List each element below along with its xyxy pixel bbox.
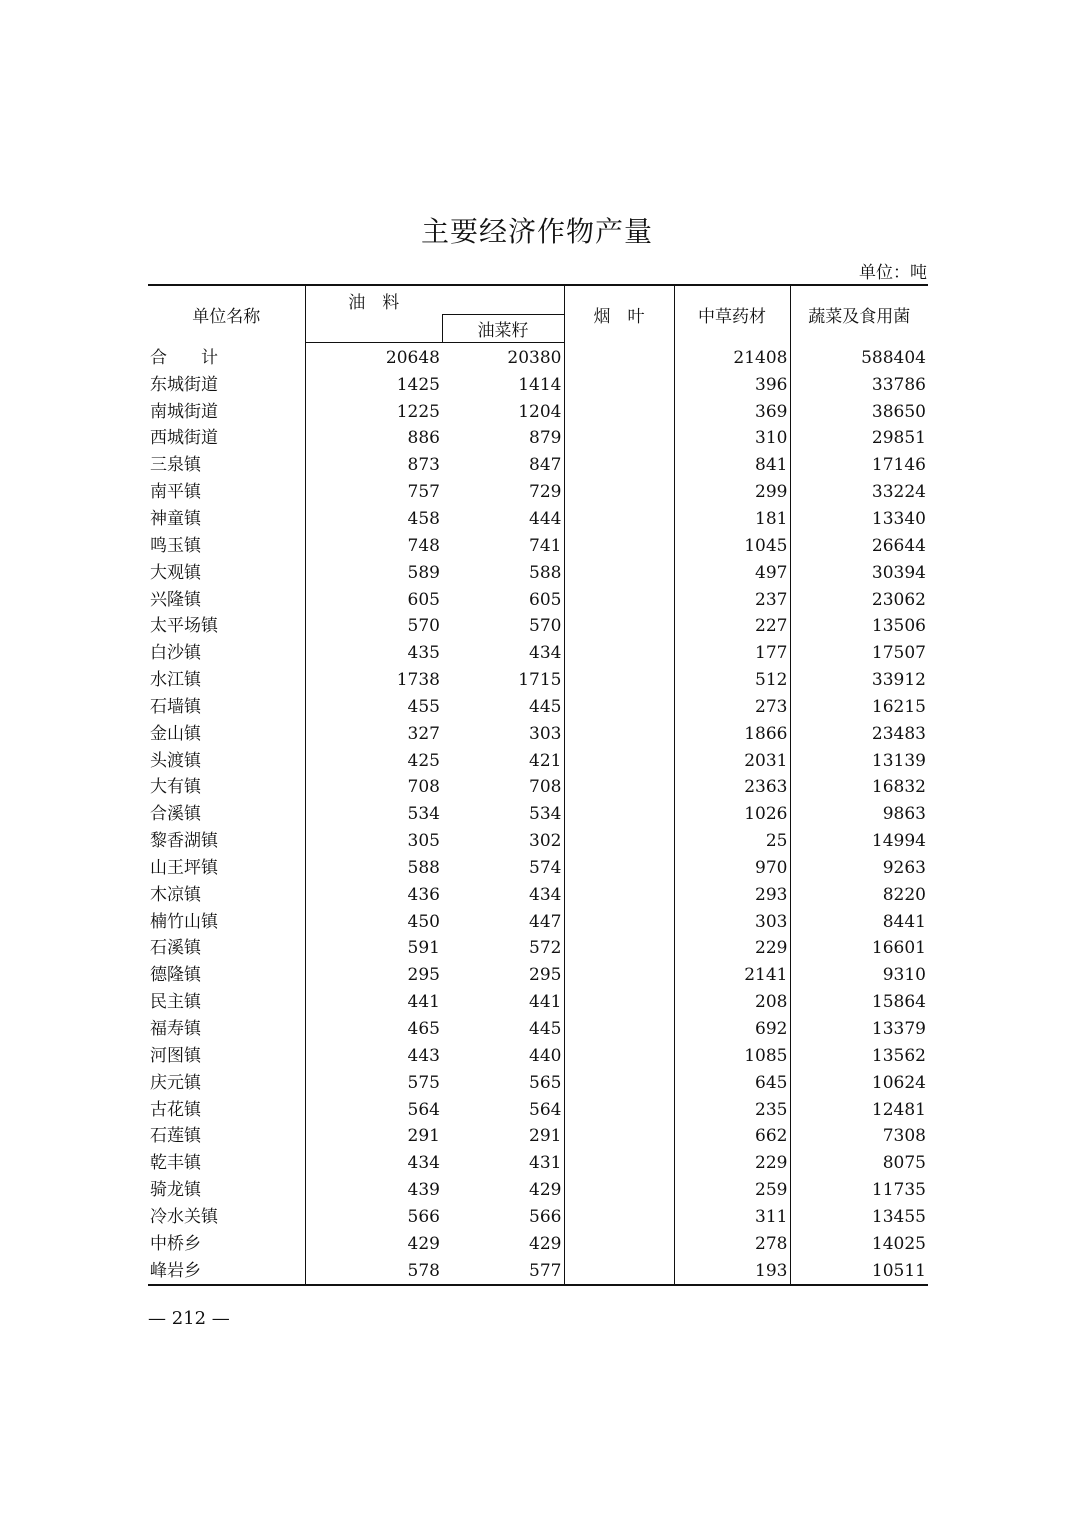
- cell-rapeseed: 1204: [518, 401, 562, 422]
- table-row: [148, 667, 928, 694]
- cell-rapeseed: 440: [529, 1045, 562, 1066]
- cell-name: 东城街道: [150, 374, 218, 395]
- table-row: [148, 398, 928, 425]
- cell-rapeseed: 565: [529, 1072, 562, 1093]
- crop-output-table: [148, 284, 928, 1286]
- cell-tobacco: [564, 1016, 674, 1043]
- cell-tobacco: [564, 828, 674, 855]
- cell-herbs: 1085: [674, 1042, 790, 1069]
- cell-herbs: 369: [674, 398, 790, 425]
- cell-oil: 534: [305, 801, 442, 828]
- cell-herbs: 2031: [674, 747, 790, 774]
- table-row: [148, 747, 928, 774]
- cell-herbs: 841: [674, 452, 790, 479]
- cell-oil: 434: [305, 1150, 442, 1177]
- table-row: [148, 1257, 928, 1285]
- table-row: [148, 908, 928, 935]
- cell-name: 大有镇: [150, 777, 201, 798]
- cell-oil: 873: [305, 452, 442, 479]
- table-row: [148, 1069, 928, 1096]
- cell-name: 水江镇: [150, 670, 201, 691]
- cell-rapeseed: 444: [529, 508, 562, 529]
- cell-herbs: 645: [674, 1069, 790, 1096]
- cell-name: 三泉镇: [150, 455, 201, 476]
- cell-oil: 305: [305, 828, 442, 855]
- cell-tobacco: [564, 425, 674, 452]
- cell-vegetables: 12481: [790, 1096, 928, 1123]
- cell-oil: 436: [305, 881, 442, 908]
- cell-oil: 20648: [305, 342, 442, 371]
- cell-vegetables: 9863: [790, 801, 928, 828]
- table-row: [148, 532, 928, 559]
- cell-name: 黎香湖镇: [150, 831, 218, 852]
- cell-oil: 1738: [305, 667, 442, 694]
- cell-oil: 1225: [305, 398, 442, 425]
- cell-herbs: 208: [674, 989, 790, 1016]
- cell-rapeseed: 421: [529, 750, 562, 771]
- cell-vegetables: 8441: [790, 908, 928, 935]
- table-row: [148, 425, 928, 452]
- cell-herbs: 177: [674, 640, 790, 667]
- cell-herbs: 181: [674, 506, 790, 533]
- table-row: [148, 1150, 928, 1177]
- cell-vegetables: 11735: [790, 1177, 928, 1204]
- cell-oil: 450: [305, 908, 442, 935]
- cell-name: 西城街道: [150, 428, 218, 449]
- cell-name: 合 计: [150, 347, 218, 368]
- cell-name: 石溪镇: [150, 938, 201, 959]
- table-row: [148, 881, 928, 908]
- cell-vegetables: 10511: [790, 1257, 928, 1285]
- cell-name: 木凉镇: [150, 884, 201, 905]
- table-row: [148, 613, 928, 640]
- header-oil: 油 料: [305, 285, 442, 314]
- cell-tobacco: [564, 1230, 674, 1257]
- table-row: [148, 989, 928, 1016]
- cell-rapeseed: 741: [529, 535, 562, 556]
- cell-tobacco: [564, 640, 674, 667]
- cell-name: 乾丰镇: [150, 1153, 201, 1174]
- cell-rapeseed: 445: [529, 1019, 562, 1040]
- header-herbs: 中草药材: [674, 285, 790, 342]
- cell-tobacco: [564, 1042, 674, 1069]
- table-row: [148, 1177, 928, 1204]
- table-row: [148, 1042, 928, 1069]
- cell-tobacco: [564, 855, 674, 882]
- table-row: [148, 1096, 928, 1123]
- cell-oil: 425: [305, 747, 442, 774]
- cell-vegetables: 26644: [790, 532, 928, 559]
- header-name: 单位名称: [148, 285, 305, 342]
- unit-label: 单位：吨: [859, 263, 927, 283]
- cell-rapeseed: 429: [529, 1180, 562, 1201]
- cell-tobacco: [564, 667, 674, 694]
- cell-oil: 458: [305, 506, 442, 533]
- cell-name: 兴隆镇: [150, 589, 201, 610]
- cell-tobacco: [564, 1096, 674, 1123]
- table-row: [148, 506, 928, 533]
- cell-vegetables: 13139: [790, 747, 928, 774]
- cell-tobacco: [564, 559, 674, 586]
- cell-rapeseed: 729: [529, 482, 562, 503]
- cell-name: 中桥乡: [150, 1233, 201, 1254]
- cell-herbs: 396: [674, 371, 790, 398]
- cell-herbs: 1866: [674, 720, 790, 747]
- cell-vegetables: 16601: [790, 935, 928, 962]
- cell-tobacco: [564, 989, 674, 1016]
- cell-name: 德隆镇: [150, 965, 201, 986]
- cell-vegetables: 17146: [790, 452, 928, 479]
- cell-vegetables: 13562: [790, 1042, 928, 1069]
- cell-herbs: 273: [674, 693, 790, 720]
- cell-oil: 443: [305, 1042, 442, 1069]
- cell-name: 太平场镇: [150, 616, 218, 637]
- cell-rapeseed: 441: [529, 992, 562, 1013]
- cell-tobacco: [564, 398, 674, 425]
- cell-herbs: 229: [674, 1150, 790, 1177]
- cell-tobacco: [564, 1177, 674, 1204]
- header-tobacco: 烟 叶: [564, 285, 674, 342]
- cell-tobacco: [564, 801, 674, 828]
- cell-oil: 291: [305, 1123, 442, 1150]
- cell-name: 河图镇: [150, 1045, 201, 1066]
- cell-rapeseed: 303: [529, 723, 562, 744]
- cell-rapeseed: 564: [529, 1099, 562, 1120]
- cell-vegetables: 9263: [790, 855, 928, 882]
- cell-rapeseed: 447: [529, 911, 562, 932]
- cell-vegetables: 10624: [790, 1069, 928, 1096]
- cell-rapeseed: 291: [529, 1126, 562, 1147]
- cell-rapeseed: 431: [529, 1153, 562, 1174]
- cell-oil: 566: [305, 1204, 442, 1231]
- cell-herbs: 303: [674, 908, 790, 935]
- cell-vegetables: 30394: [790, 559, 928, 586]
- cell-rapeseed: 1414: [518, 374, 562, 395]
- cell-oil: 327: [305, 720, 442, 747]
- cell-vegetables: 13340: [790, 506, 928, 533]
- cell-name: 福寿镇: [150, 1019, 201, 1040]
- cell-name: 大观镇: [150, 562, 201, 583]
- cell-name: 金山镇: [150, 723, 201, 744]
- cell-name: 古花镇: [150, 1099, 201, 1120]
- table-row: [148, 479, 928, 506]
- cell-oil: 589: [305, 559, 442, 586]
- cell-herbs: 512: [674, 667, 790, 694]
- cell-name: 鸣玉镇: [150, 535, 201, 556]
- cell-tobacco: [564, 506, 674, 533]
- cell-name: 峰岩乡: [148, 1257, 305, 1285]
- cell-tobacco: [564, 479, 674, 506]
- cell-oil: 588: [305, 855, 442, 882]
- cell-vegetables: 14994: [790, 828, 928, 855]
- cell-oil: 575: [305, 1069, 442, 1096]
- cell-herbs: 1026: [674, 801, 790, 828]
- table-row: [148, 452, 928, 479]
- cell-name: 神童镇: [150, 508, 201, 529]
- cell-rapeseed: 847: [529, 455, 562, 476]
- cell-name: 民主镇: [150, 992, 201, 1013]
- cell-herbs: 25: [674, 828, 790, 855]
- cell-oil: 605: [305, 586, 442, 613]
- page-title: 主要经济作物产量: [420, 215, 653, 248]
- table-row: [148, 1016, 928, 1043]
- cell-vegetables: 17507: [790, 640, 928, 667]
- cell-herbs: 293: [674, 881, 790, 908]
- cell-name: 庆元镇: [150, 1072, 201, 1093]
- cell-tobacco: [564, 935, 674, 962]
- cell-name: 南城街道: [150, 401, 218, 422]
- cell-vegetables: 13379: [790, 1016, 928, 1043]
- cell-oil: 465: [305, 1016, 442, 1043]
- cell-name: 楠竹山镇: [150, 911, 218, 932]
- cell-rapeseed: 1715: [518, 670, 562, 691]
- cell-oil: 708: [305, 774, 442, 801]
- cell-vegetables: 16832: [790, 774, 928, 801]
- cell-tobacco: [564, 452, 674, 479]
- table-row: [148, 1123, 928, 1150]
- cell-vegetables: 33912: [790, 667, 928, 694]
- cell-oil: 295: [305, 962, 442, 989]
- cell-oil: 564: [305, 1096, 442, 1123]
- cell-vegetables: 8075: [790, 1150, 928, 1177]
- cell-name: 石墙镇: [150, 696, 201, 717]
- cell-herbs: 497: [674, 559, 790, 586]
- cell-vegetables: 15864: [790, 989, 928, 1016]
- cell-tobacco: [564, 720, 674, 747]
- cell-rapeseed: 434: [529, 643, 562, 664]
- cell-tobacco: [564, 1204, 674, 1231]
- cell-herbs: 1045: [674, 532, 790, 559]
- cell-herbs: 21408: [674, 342, 790, 371]
- cell-name: 冷水关镇: [150, 1206, 218, 1227]
- table-row: [148, 640, 928, 667]
- cell-rapeseed: 20380: [507, 347, 562, 368]
- table-row: [148, 371, 928, 398]
- table-row: [148, 774, 928, 801]
- cell-oil: 570: [305, 613, 442, 640]
- table-row: [148, 962, 928, 989]
- cell-rapeseed: 445: [529, 696, 562, 717]
- cell-name: 南平镇: [150, 482, 201, 503]
- cell-herbs: 235: [674, 1096, 790, 1123]
- table-row: [148, 801, 928, 828]
- cell-tobacco: [564, 908, 674, 935]
- cell-herbs: 193: [674, 1257, 790, 1285]
- table-body: [148, 342, 928, 1285]
- table-row: [148, 559, 928, 586]
- table-row: [148, 342, 928, 371]
- table-row: [148, 586, 928, 613]
- cell-tobacco: [564, 774, 674, 801]
- cell-rapeseed: 429: [529, 1233, 562, 1254]
- cell-vegetables: 23483: [790, 720, 928, 747]
- cell-rapeseed: 577: [442, 1257, 564, 1285]
- cell-oil: 1425: [305, 371, 442, 398]
- cell-tobacco: [564, 1123, 674, 1150]
- table-row: [148, 935, 928, 962]
- cell-herbs: 2141: [674, 962, 790, 989]
- cell-oil: 439: [305, 1177, 442, 1204]
- cell-name: 山王坪镇: [150, 857, 218, 878]
- cell-name: 石莲镇: [150, 1126, 201, 1147]
- cell-vegetables: 29851: [790, 425, 928, 452]
- cell-rapeseed: 572: [529, 938, 562, 959]
- cell-oil: 748: [305, 532, 442, 559]
- cell-rapeseed: 588: [529, 562, 562, 583]
- cell-oil: 757: [305, 479, 442, 506]
- cell-vegetables: 7308: [790, 1123, 928, 1150]
- cell-tobacco: [564, 342, 674, 371]
- cell-oil: 886: [305, 425, 442, 452]
- cell-tobacco: [564, 532, 674, 559]
- cell-rapeseed: 302: [529, 831, 562, 852]
- cell-herbs: 311: [674, 1204, 790, 1231]
- header-rapeseed: 油菜籽: [442, 314, 564, 342]
- cell-herbs: 229: [674, 935, 790, 962]
- cell-tobacco: [564, 747, 674, 774]
- cell-oil: 441: [305, 989, 442, 1016]
- cell-tobacco: [564, 1257, 674, 1285]
- table-row: [148, 1230, 928, 1257]
- table-row: [148, 1204, 928, 1231]
- cell-herbs: 692: [674, 1016, 790, 1043]
- cell-tobacco: [564, 962, 674, 989]
- cell-rapeseed: 295: [529, 965, 562, 986]
- cell-vegetables: 33786: [790, 371, 928, 398]
- cell-rapeseed: 708: [529, 777, 562, 798]
- header-vegetables: 蔬菜及食用菌: [790, 285, 928, 342]
- cell-herbs: 2363: [674, 774, 790, 801]
- cell-vegetables: 14025: [790, 1230, 928, 1257]
- cell-vegetables: 33224: [790, 479, 928, 506]
- cell-vegetables: 16215: [790, 693, 928, 720]
- cell-tobacco: [564, 1069, 674, 1096]
- cell-vegetables: 588404: [790, 342, 928, 371]
- cell-name: 骑龙镇: [150, 1180, 201, 1201]
- cell-herbs: 237: [674, 586, 790, 613]
- cell-tobacco: [564, 881, 674, 908]
- cell-herbs: 278: [674, 1230, 790, 1257]
- cell-herbs: 259: [674, 1177, 790, 1204]
- table-row: [148, 720, 928, 747]
- cell-herbs: 310: [674, 425, 790, 452]
- table-row: [148, 855, 928, 882]
- cell-rapeseed: 434: [529, 884, 562, 905]
- cell-name: 白沙镇: [150, 643, 201, 664]
- cell-herbs: 227: [674, 613, 790, 640]
- cell-oil: 578: [305, 1257, 442, 1285]
- cell-oil: 591: [305, 935, 442, 962]
- cell-vegetables: 8220: [790, 881, 928, 908]
- cell-tobacco: [564, 586, 674, 613]
- cell-vegetables: 23062: [790, 586, 928, 613]
- cell-tobacco: [564, 371, 674, 398]
- cell-vegetables: 13455: [790, 1204, 928, 1231]
- table-row: [148, 693, 928, 720]
- cell-rapeseed: 879: [529, 428, 562, 449]
- cell-rapeseed: 574: [529, 857, 562, 878]
- cell-vegetables: 9310: [790, 962, 928, 989]
- cell-tobacco: [564, 693, 674, 720]
- cell-oil: 455: [305, 693, 442, 720]
- cell-tobacco: [564, 1150, 674, 1177]
- cell-oil: 435: [305, 640, 442, 667]
- cell-tobacco: [564, 613, 674, 640]
- cell-oil: 429: [305, 1230, 442, 1257]
- cell-vegetables: 38650: [790, 398, 928, 425]
- cell-rapeseed: 566: [529, 1206, 562, 1227]
- cell-name: 头渡镇: [150, 750, 201, 771]
- cell-vegetables: 13506: [790, 613, 928, 640]
- table-row: [148, 828, 928, 855]
- page-number: — 212 —: [148, 1308, 230, 1329]
- cell-herbs: 299: [674, 479, 790, 506]
- cell-rapeseed: 534: [529, 804, 562, 825]
- cell-herbs: 970: [674, 855, 790, 882]
- cell-herbs: 662: [674, 1123, 790, 1150]
- cell-rapeseed: 570: [529, 616, 562, 637]
- cell-rapeseed: 605: [529, 589, 562, 610]
- cell-name: 合溪镇: [150, 804, 201, 825]
